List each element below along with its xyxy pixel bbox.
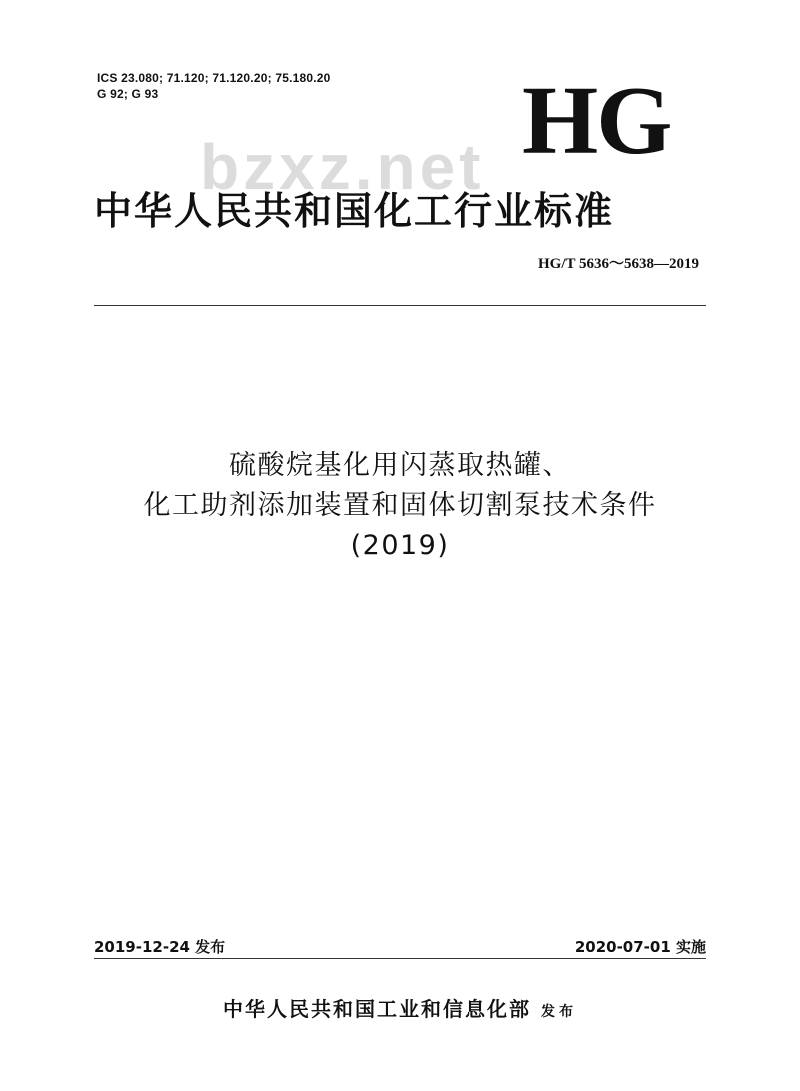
hg-logo-mark: HG xyxy=(522,67,671,175)
publisher-name: 中华人民共和国工业和信息化部 xyxy=(223,997,531,1021)
watermark: bzxz.net xyxy=(200,131,485,203)
top-divider xyxy=(94,305,706,306)
standard-number: HG/T 5636～5638—2019 xyxy=(538,256,699,272)
issue-date: 2019-12-24 发布 xyxy=(94,938,226,956)
bottom-divider xyxy=(94,958,706,959)
ics-codes: ICS 23.080; 71.120; 71.120.20; 75.180.20 xyxy=(97,71,331,85)
ics-classification xyxy=(97,70,331,102)
document-title-line-2: 化工助剂添加装置和固体切割泵技术条件 xyxy=(143,490,657,521)
document-title xyxy=(0,446,800,566)
standard-category-title: 中华人民共和国化工行业标准 xyxy=(94,188,615,233)
document-title-line-1: 硫酸烷基化用闪蒸取热罐、 xyxy=(229,450,571,481)
publisher-action: 发布 xyxy=(541,1004,577,1020)
ccs-codes: G 92; G 93 xyxy=(97,87,159,101)
effective-date: 2020-07-01 实施 xyxy=(574,938,706,956)
publisher-line xyxy=(0,993,800,1022)
document-title-line-3: (2019) xyxy=(350,530,450,561)
